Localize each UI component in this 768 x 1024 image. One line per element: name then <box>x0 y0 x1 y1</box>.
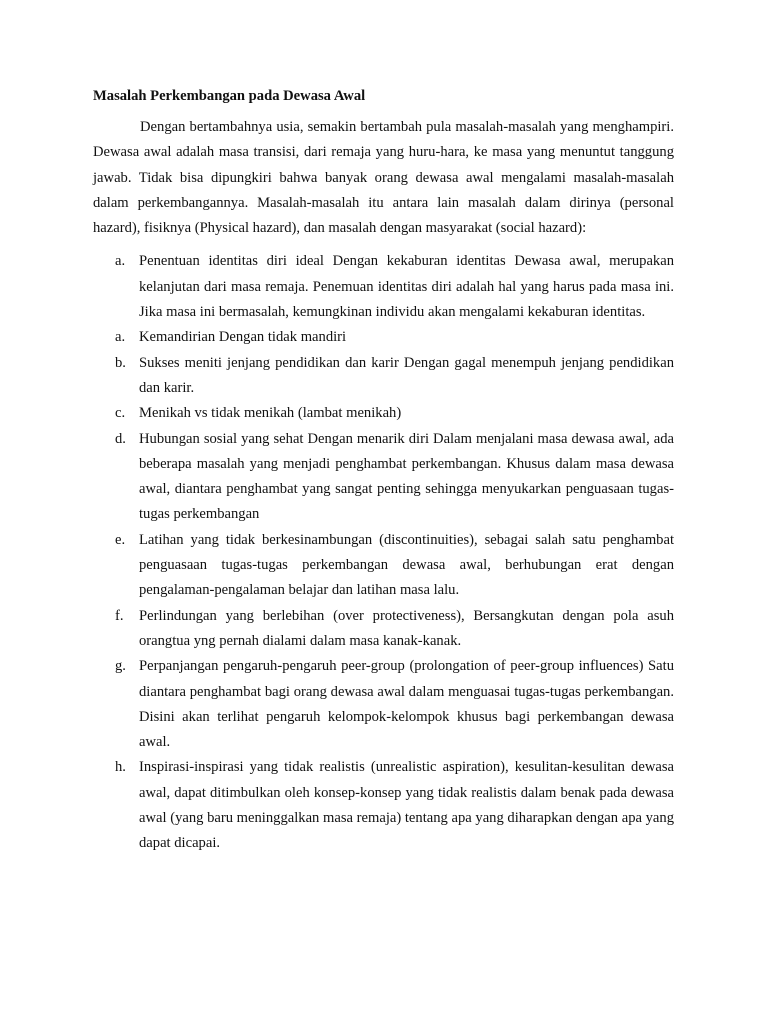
list-item <box>93 351 674 402</box>
list-item-text: Penentuan identitas diri ideal Dengan kekaburan identitas Dewasa awal, merupakan kelanjutan dari masa remaja. Penemuan identitas diri adalah hal yang harus pada masa ini. Jika masa ini bermasalah, kemungkinan individu akan mengalami kekaburan identitas. <box>139 253 674 321</box>
list-marker: g. <box>115 658 126 675</box>
list-item-text: Inspirasi-inspirasi yang tidak realistis (unrealistic aspiration), kesulitan-kesulitan dewasa awal, dapat ditimbulkan oleh konsep-konsep yang tidak realistis dalam benak pada dewasa awal (yang baru meninggalkan masa remaja) tentang apa yang diharapkan dengan apa yang dapat dicapai. <box>139 759 674 852</box>
document-content <box>93 86 674 857</box>
list-item-text: Hubungan sosial yang sehat Dengan menarik diri Dalam menjalani masa dewasa awal, ada beberapa masalah yang menjadi penghambat perkembangan. Khusus dalam masa dewasa awal, diantara penghambat yang sangat penting sehingga menyukarkan penguasaan tugas-tugas perkembangan <box>139 430 674 523</box>
list-marker: d. <box>115 430 126 447</box>
list-item <box>93 528 674 604</box>
list-item-text: Menikah vs tidak menikah (lambat menikah) <box>139 405 402 422</box>
list-marker: a. <box>115 253 126 270</box>
list-marker: c. <box>115 405 126 422</box>
list-marker: e. <box>115 531 126 548</box>
list-item <box>93 249 674 325</box>
list-item <box>93 604 674 655</box>
list-item-text: Perlindungan yang berlebihan (over protectiveness), Bersangkutan dengan pola asuh orangtua yng pernah dialami dalam masa kanak-kanak. <box>139 607 674 649</box>
list-item <box>93 325 674 350</box>
intro-paragraph: Dengan bertambahnya usia, semakin bertambah pula masalah-masalah yang menghampiri. Dewasa awal adalah masa transisi, dari remaja yang huru-hara, ke masa yang menuntut tanggung jawab. Tidak bisa dipungkiri bahwa banyak orang dewasa awal mengalami masalah-masalah dalam perkembangannya. Masalah-masalah itu antara lain masalah dalam dirinya (personal hazard), fisiknya (Physical hazard), dan masalah dengan masyarakat (social hazard): <box>93 119 674 237</box>
list-marker: a. <box>115 329 126 346</box>
list-item <box>93 427 674 528</box>
list-item-text: Perpanjangan pengaruh-pengaruh peer-group (prolongation of peer-group influences) Satu diantara penghambat bagi orang dewasa awal dalam menguasai tugas-tugas perkembangan. Disini akan terlihat pengaruh kelompok-kelompok khusus bagi perkembangan dewasa awal. <box>139 658 674 751</box>
list-item <box>93 755 674 856</box>
list-marker: h. <box>115 759 126 776</box>
list-item <box>93 654 674 755</box>
list-item <box>93 401 674 426</box>
document-title: Masalah Perkembangan pada Dewasa Awal <box>93 88 366 104</box>
list-item-text: Latihan yang tidak berkesinambungan (discontinuities), sebagai salah satu penghambat penguasaan tugas-tugas perkembangan dewasa awal, berhubungan erat dengan pengalaman-pengalaman belajar dan latihan masa lalu. <box>139 531 674 599</box>
list-item-text: Sukses meniti jenjang pendidikan dan karir Dengan gagal menempuh jenjang pendidikan dan karir. <box>139 354 674 396</box>
list-marker: b. <box>115 354 126 371</box>
list-marker: f. <box>115 607 124 624</box>
problem-list <box>93 249 674 856</box>
list-item-text: Kemandirian Dengan tidak mandiri <box>139 329 347 346</box>
